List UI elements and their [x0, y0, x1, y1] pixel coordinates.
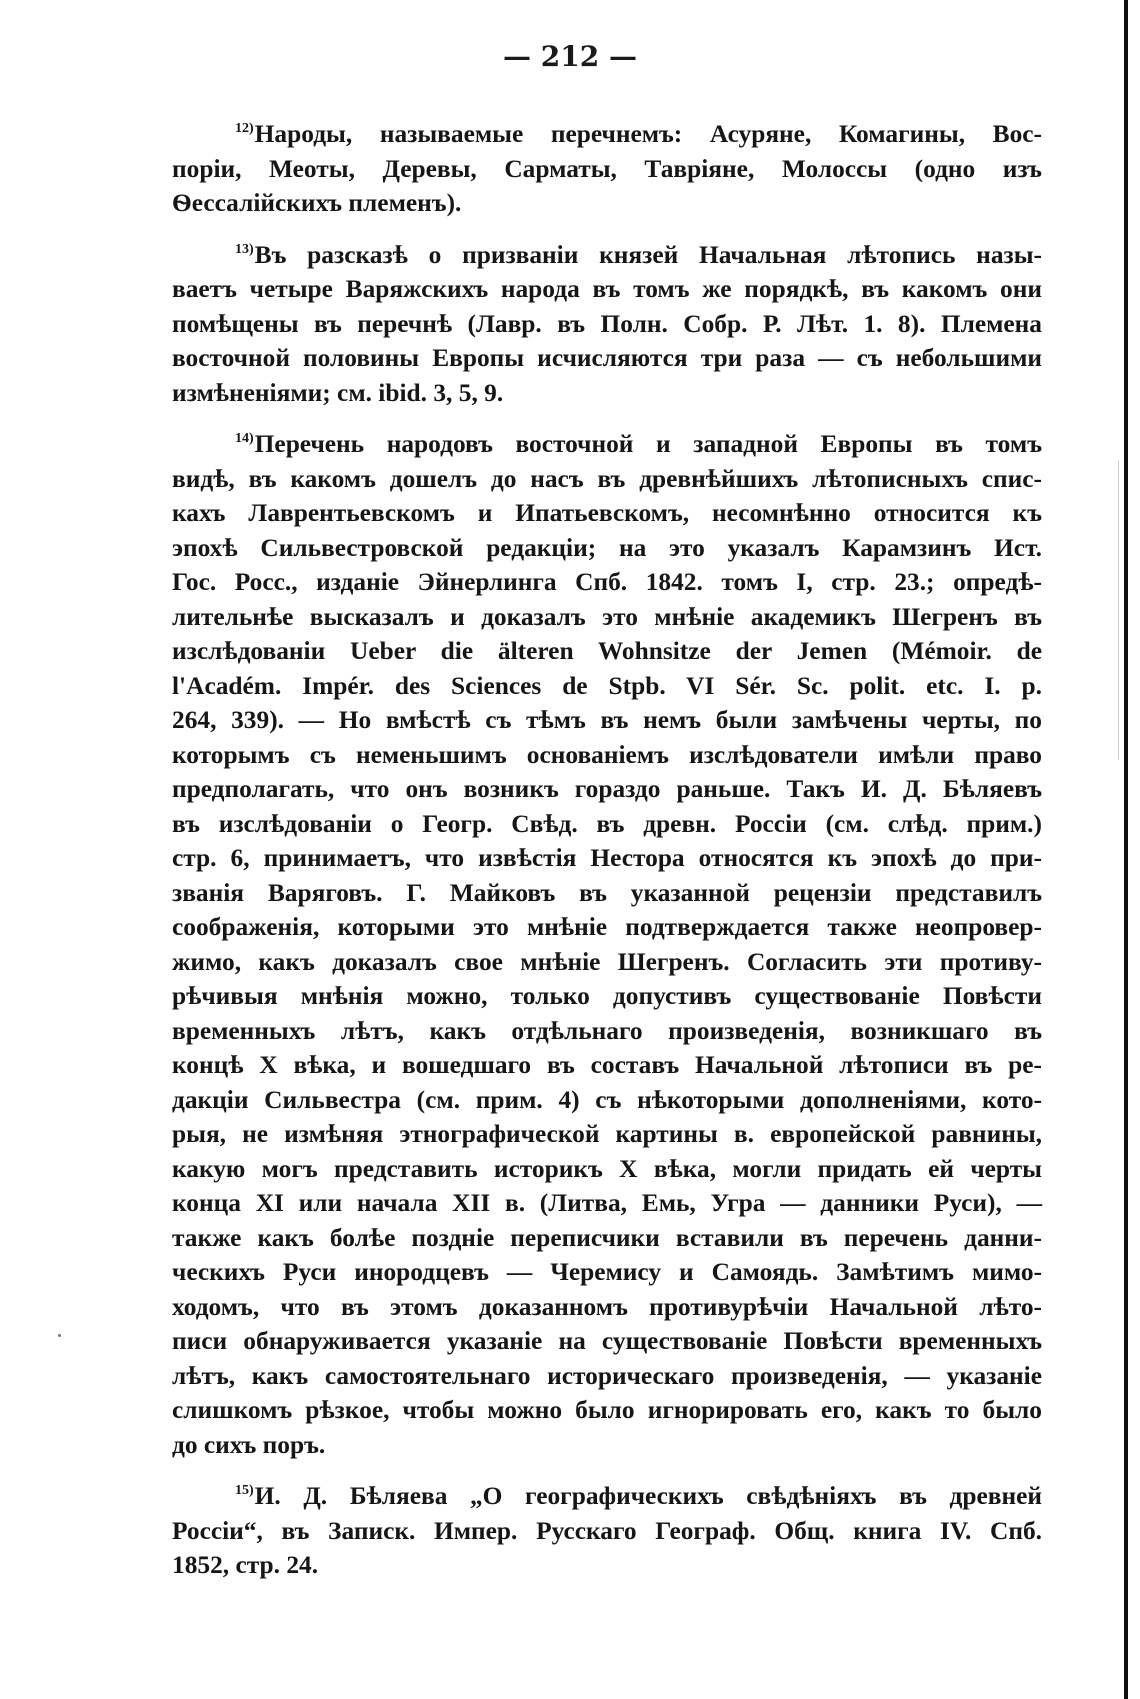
- scan-speck: [58, 1334, 61, 1337]
- footnote-text: Народы, называемые перечнемъ: Асуряне, Комагины, Вос-: [254, 120, 1042, 148]
- footnote-line: 264, 339). — Но вмѣстѣ съ тѣмъ въ немъ были замѣчены черты, по: [172, 706, 1042, 734]
- footnote-line: предполагать, что онъ возникъ гораздо раньше. Такъ И. Д. Бѣляевъ: [172, 775, 1042, 803]
- footnote-text: И. Д. Бѣляева „О географическихъ свѣдѣніяхъ въ древней: [254, 1482, 1042, 1510]
- footnote-line: въ изслѣдованіи о Геогр. Свѣд. въ древн. Россіи (см. слѣд. прим.): [172, 809, 1042, 838]
- footnote-line: ваетъ четыре Варяжскихъ народа въ томъ же порядкѣ, въ какомъ они: [172, 275, 1042, 303]
- footnote-line: [172, 233, 1042, 273]
- footnote-line: кахъ Лаврентьевскомъ и Ипатьевскомъ, несомнѣнно относится къ: [172, 499, 1042, 527]
- footnote-line: поріи, Меоты, Деревы, Сарматы, Тавріяне, Молоссы (одно изъ: [172, 154, 1042, 183]
- footnote-line: рыя, не измѣняя этнографической картины в. европейской равнины,: [172, 1120, 1042, 1148]
- footnote-marker: 14): [235, 431, 254, 446]
- footnote-line: дакціи Сильвестра (см. прим. 4) съ нѣкоторыми дополненіями, кото-: [172, 1085, 1042, 1114]
- footnote-line: ходомъ, что въ этомъ доказанномъ противурѣчіи Начальной лѣто-: [172, 1292, 1042, 1321]
- footnote-line: также какъ болѣе поздніе переписчики вставили въ перечень данни-: [172, 1223, 1042, 1252]
- scan-edge-line: [1124, 0, 1128, 1699]
- footnote-line: которымъ съ неменьшимъ основаніемъ изслѣдователи имѣли право: [172, 740, 1042, 769]
- footnote-line: соображенія, которыми это мнѣніе подтверждается также неопровер-: [172, 913, 1042, 941]
- footnote-12: [172, 112, 1042, 221]
- footnote-line: писи обнаруживается указаніе на существованіе Повѣсти временныхъ: [172, 1327, 1042, 1355]
- footnote-marker: 15): [235, 1483, 254, 1498]
- footnote-line: [172, 112, 1042, 152]
- footnote-14: [172, 422, 1042, 1462]
- scan-shadow-line: [1118, 460, 1119, 760]
- footnote-line: измѣненіями; см. ibid. 3, 5, 9.: [172, 378, 504, 407]
- footnote-line: званія Варяговъ. Г. Майковъ въ указанной рецензіи представилъ: [172, 878, 1042, 907]
- footnote-line: лительнѣе высказалъ и доказалъ это мнѣніе академикъ Шегренъ въ: [172, 602, 1042, 631]
- footnote-13: [172, 233, 1042, 411]
- footnote-line: какую могъ представить историкъ X вѣка, могли придать ей черты: [172, 1154, 1042, 1183]
- footnote-line: помѣщены въ перечнѣ (Лавр. въ Полн. Собр. Р. Лѣт. 1. 8). Племена: [172, 309, 1042, 338]
- footnote-line: концѣ X вѣка, и вошедшаго въ составъ Начальной лѣтописи въ ре-: [172, 1051, 1042, 1079]
- footnote-line: Ѳессалійскихъ племенъ).: [172, 189, 462, 217]
- footnote-line: лѣтъ, какъ самостоятельнаго историческаго произведенія, — указаніе: [172, 1361, 1042, 1390]
- footnote-line: жимо, какъ доказалъ свое мнѣніе Шегренъ. Согласить эти противу-: [172, 947, 1042, 976]
- footnote-line: Гос. Росс., изданіе Эйнерлинга Спб. 1842. томъ I, стр. 23.; опредѣ-: [172, 568, 1042, 596]
- footnote-line: слишкомъ рѣзкое, чтобы можно было игнорировать его, какъ то было: [172, 1396, 1042, 1424]
- footnote-line: изслѣдованіи Ueber die älteren Wohnsitze der Jemen (Mémoir. de: [172, 637, 1042, 665]
- footnote-marker: 13): [235, 241, 254, 257]
- footnote-line: рѣчивыя мнѣнія можно, только допустивъ существованіе Повѣсти: [172, 982, 1042, 1010]
- footnote-line: стр. 6, принимаетъ, что извѣстія Нестора относятся къ эпохѣ до при-: [172, 844, 1042, 872]
- footnote-line: временныхъ лѣтъ, какъ отдѣльнаго произведенія, возникшаго въ: [172, 1016, 1042, 1045]
- footnote-line: восточной половины Европы исчисляются три раза — съ небольшими: [172, 344, 1042, 372]
- footnotes: [172, 112, 1042, 1595]
- footnote-text: Въ разсказѣ о призваніи князей Начальная лѣтопись назы-: [254, 240, 1042, 269]
- footnote-line: Россіи“, въ Записк. Импер. Русскаго Географ. Общ. книга IV. Спб.: [172, 1516, 1042, 1545]
- footnote-line: l'Académ. Impér. des Sciences de Stpb. VI Sér. Sc. polit. etc. I. p.: [172, 671, 1042, 700]
- footnote-line: [172, 1474, 1042, 1514]
- footnote-line: до сихъ поръ.: [172, 1430, 326, 1459]
- footnote-line: [172, 422, 1042, 462]
- footnote-line: видѣ, въ какомъ дошелъ до насъ въ древнѣйшихъ лѣтописныхъ спис-: [172, 464, 1042, 493]
- page-number: — 212 —: [503, 40, 637, 73]
- footnote-line: 1852, стр. 24.: [172, 1551, 319, 1579]
- footnote-text: Перечень народовъ восточной и западной Европы въ томъ: [254, 430, 1042, 458]
- footnote-line: ческихъ Руси инородцевъ — Черемису и Самоядь. Замѣтимъ мимо-: [172, 1258, 1042, 1286]
- footnote-line: конца XI или начала XII в. (Литва, Емь, Угра — данники Руси), —: [172, 1189, 1042, 1217]
- footnote-15: [172, 1474, 1042, 1583]
- footnote-line: эпохѣ Сильвестровской редакціи; на это указалъ Карамзинъ Ист.: [172, 533, 1042, 562]
- footnote-marker: 12): [235, 121, 254, 136]
